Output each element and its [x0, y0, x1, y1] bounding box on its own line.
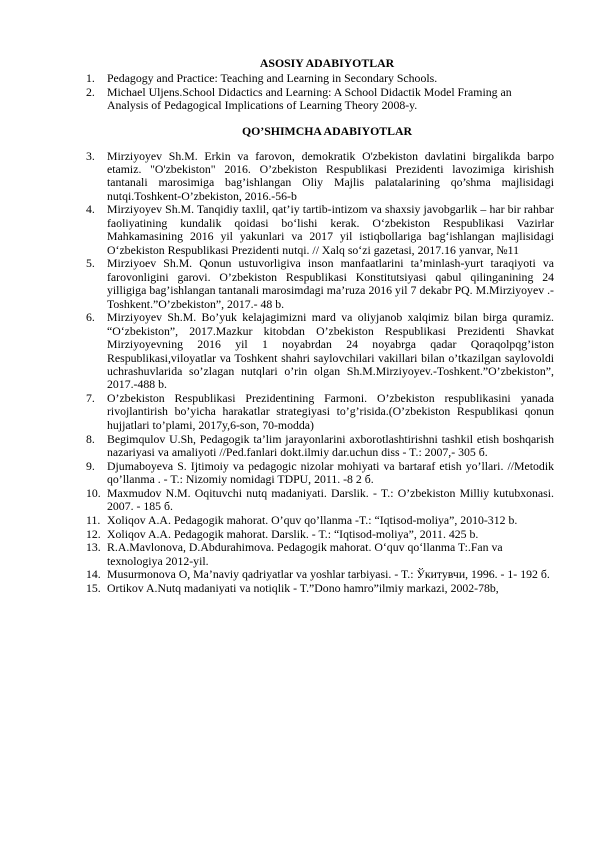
reference-text: Begimqulov U.Sh, Pedagogik ta’lim jarayonlarini axborotlashtirishni tashkil etish boshqarish nazariyasi va amaliyoti //Ped.fanlari dokt.ilmiy dar.uchun diss - T.: 2007,- 305 б.: [107, 431, 554, 459]
reference-item: [86, 150, 554, 204]
reference-text: Xoliqov A.A. Pedagogik mahorat. O’quv qo’llanma -T.: “Iqtisod-moliya”, 2010-312 b.: [107, 512, 518, 527]
reference-number: 5.: [86, 256, 95, 271]
reference-text: O’zbekiston Respublikasi Prezidentining Farmoni. O’zbekiston respublikasini yanada rivojlantirish bo’yicha harakatlar strategiyasi to’g’risida.(O’zbekiston Respublikasi qonun hujjatlari to’plami, 2017y,6-son, 70-modda): [107, 391, 554, 432]
reference-item: [86, 487, 554, 514]
reference-item: [86, 257, 554, 311]
reference-number: 7.: [86, 391, 95, 406]
reference-number: 9.: [86, 458, 95, 473]
reference-number: 12.: [86, 526, 101, 541]
reference-item: [86, 86, 554, 113]
reference-number: 15.: [86, 581, 101, 596]
reference-item: [86, 568, 554, 581]
reference-number: 14.: [86, 567, 101, 582]
reference-text: Michael Uljens.School Didactics and Learning: A School Didactik Model Framing an Analysis of Pedagogical Implications of Learning Theory 2008-y.: [107, 84, 512, 113]
reference-item: [86, 528, 554, 541]
reference-text: Mirziyoev Sh.M. Qonun ustuvorligiva inson manfaatlarini ta’minlash-yurt taraqiyoti va farovonligini garovi. O’zbekiston Respublikasi Konstitutsiyasi qabul qilinganining 24 yilligiga bag’ishlangan tantanali marosimdagi ma’ruza 2016 yil 7 dekabr PQ. M.Mirziyoyev .-Toshkent.”O’zbekiston”, 2017.- 48 b.: [107, 256, 554, 311]
reference-item: [86, 514, 554, 527]
reference-number: 8.: [86, 431, 95, 446]
additional-literature-heading: QO’SHIMCHA ADABIYOTLAR: [241, 123, 413, 138]
reference-item: [86, 433, 554, 460]
main-literature-list: [86, 72, 554, 113]
reference-item: [86, 72, 554, 85]
reference-item: [86, 203, 554, 257]
reference-text: Pedagogy and Practice: Teaching and Learning in Secondary Schools.: [107, 71, 438, 85]
reference-number: 13.: [86, 540, 101, 555]
reference-text: Mirziyoyev Sh.M. Bo’yuk kelajagimizni mard va oliyjanob xalqimiz bilan birga quramiz. “O‘zbekiston”, 2017.Mazkur kitobdan O’zbekiston Respublikasi Prezidenti Shavkat Mirziyoyevning 2016 yil 1 noyabrdan 24 noyabrga qadar Qoraqolpqg’iston Respublikasi,viloyatlar va Toshkent shahri saylovchilari vakillari bilan o’tkazilgan saylovoldi uchrashuvlarida so’zlagan nutqlari o’rin olgan Sh.M.Mirziyoyev.-Toshkent.”O’zbekiston”, 2017.-488 b.: [107, 310, 554, 392]
reference-text: Musurmonova O, Ma’naviy qadriyatlar va yoshlar tarbiyasi. - T.: Ўкитувчи, 1996. - 1- 192 б.: [107, 567, 550, 582]
reference-number: 2.: [86, 84, 95, 99]
reference-number: 3.: [86, 148, 95, 163]
reference-item: [86, 460, 554, 487]
reference-item: [86, 392, 554, 432]
reference-item: [86, 311, 554, 391]
reference-number: 1.: [86, 71, 95, 85]
reference-number: 10.: [86, 485, 101, 500]
reference-text: Mirziyoyev Sh.M. Tanqidiy taxlil, qat’iy tartib-intizom va shaxsiy javobgarlik – har bir rahbar faoliyatining kundalik qoidasi bo‘lishi kerak. O‘zbekiston Respublikasi Vazirlar Mahkamasining 2016 yil yakunlari va 2017 yil istiqbollariga bag‘ishlangan majlisidagi O‘zbekiston Respublikasi Prezidenti nutqi. // Xalq so‘zi gazetasi, 2017.16 yanvar, №11: [107, 202, 554, 257]
reference-text: Djumaboyeva S. Ijtimoiy va pedagogic nizolar mohiyati va bartaraf etish yo’llari. //Metodik qo’llanma . - T.: Nizomiy nomidagi TDPU, 2011. -8 2 б.: [107, 458, 554, 487]
reference-number: 4.: [86, 202, 95, 217]
reference-text: Xoliqov A.A. Pedagogik mahorat. Darslik. - T.: “Iqtisod-moliya”, 2011. 425 b.: [107, 526, 479, 541]
main-literature-heading: ASOSIY ADABIYOTLAR: [259, 56, 395, 70]
reference-text: R.A.Mavlonova, D.Abdurahimova. Pedagogik mahorat. O‘quv qo‘llanma T:.Fan va texnologiya 2012-yil.: [107, 540, 503, 568]
additional-literature-list: [86, 150, 554, 596]
reference-item: [86, 582, 554, 595]
reference-number: 11.: [86, 512, 101, 527]
reference-text: Ortikov A.Nutq madaniyati va notiqlik - T.”Dono hamro”ilmiy markazi, 2002-78b,: [107, 581, 499, 596]
reference-text: Maxmudov N.M. Oqituvchi nutq madaniyati. Darslik. - T.: O’zbekiston Milliy kutubxonasi. 2007. - 185 б.: [107, 485, 554, 514]
reference-item: [86, 541, 554, 568]
reference-text: Mirziyoyev Sh.M. Erkin va farovon, demokratik O'zbekiston davlatini birgalikda barpo etamiz. "O'zbekiston" 2016. O’zbekiston Respublikasi Prezidenti lavozimiga kirishish tantanali marosimiga bag’ishlangan Oliy Majlis palatalarining qo’shma majlisidagi nutqi.Toshkent-O’zbekiston, 2016.-56-b: [107, 148, 554, 203]
reference-number: 6.: [86, 310, 95, 325]
